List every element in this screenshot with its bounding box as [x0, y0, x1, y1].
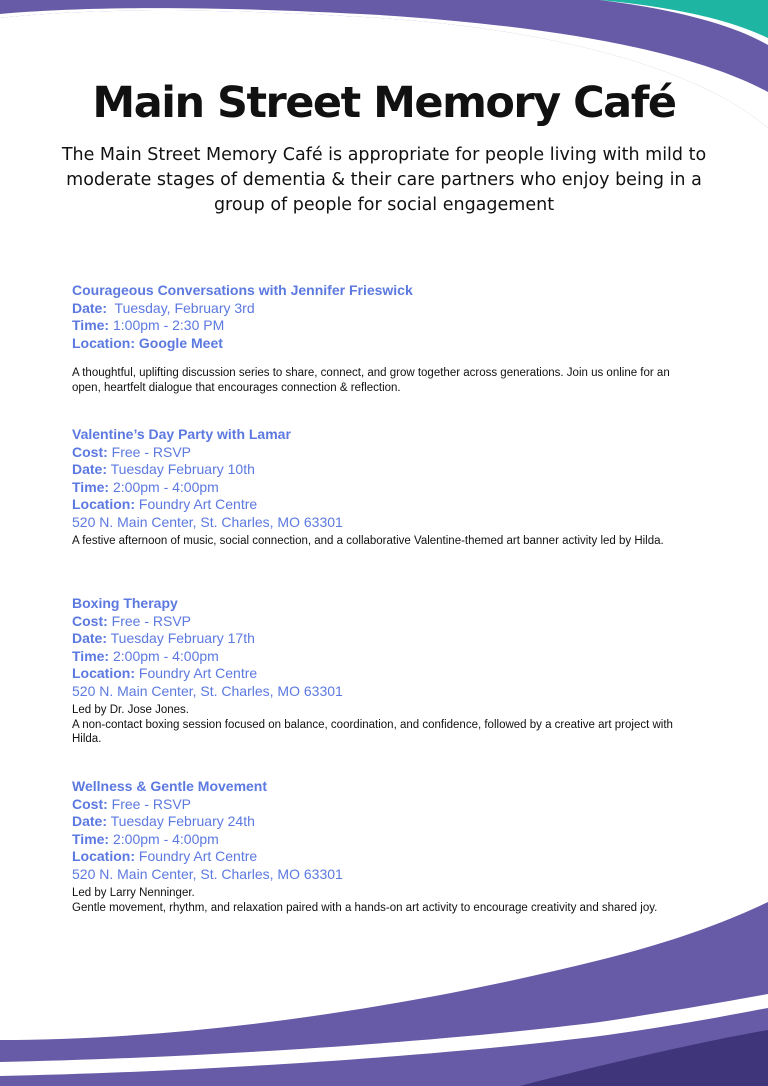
event-boxing-therapy	[72, 595, 692, 747]
time-value: 2:00pm - 4:00pm	[109, 830, 219, 847]
event-description	[72, 703, 692, 747]
event-description: A thoughtful, uplifting discussion series to share, connect, and grow together across generations. Join us online for an open, heartfelt dialogue that encourages connection & reflection.	[72, 367, 670, 394]
event-title: Valentine’s Day Party with Lamar	[72, 426, 291, 442]
event-location	[72, 335, 692, 353]
event-leader: Led by Dr. Jose Jones.	[72, 704, 189, 716]
cost-value: Free - RSVP	[107, 612, 192, 629]
location-value: Foundry Art Centre	[135, 665, 258, 681]
page-title: Main Street Memory Café	[92, 78, 676, 128]
cost-value: Free - RSVP	[107, 443, 192, 460]
event-time	[72, 317, 692, 335]
time-value: 2:00pm - 4:00pm	[109, 478, 219, 495]
time-label: Time:	[72, 317, 110, 333]
location-value: Foundry Art Centre	[135, 848, 258, 864]
date-value: Tuesday February 17th	[107, 630, 255, 646]
event-time	[72, 648, 692, 666]
time-label: Time:	[72, 830, 110, 847]
event-description-text: A non-contact boxing session focused on balance, coordination, and confidence, followed by a creative art project with Hilda.	[72, 718, 673, 745]
event-time	[72, 831, 692, 849]
event-address: 520 N. Main Center, St. Charles, MO 63301	[72, 865, 343, 882]
date-value: Tuesday February 10th	[107, 461, 255, 477]
event-date	[72, 630, 692, 648]
event-date	[72, 813, 692, 831]
event-cost	[72, 444, 692, 462]
date-value: Tuesday February 24th	[107, 813, 255, 829]
cost-label: Cost:	[72, 612, 108, 629]
event-title: Boxing Therapy	[72, 595, 178, 611]
time-label: Time:	[72, 478, 110, 495]
event-location	[72, 665, 692, 683]
event-address: 520 N. Main Center, St. Charles, MO 63301	[72, 682, 343, 699]
event-location	[72, 848, 692, 866]
event-title: Wellness & Gentle Movement	[72, 778, 268, 794]
cost-value: Free - RSVP	[107, 795, 192, 812]
location-label: Location: Google Meet	[72, 334, 223, 351]
event-cost	[72, 613, 692, 631]
event-title: Courageous Conversations with Jennifer Frieswick	[72, 282, 413, 298]
event-date	[72, 461, 692, 479]
date-value: Tuesday, February 3rd	[107, 299, 255, 316]
event-address: 520 N. Main Center, St. Charles, MO 63301	[72, 513, 343, 530]
time-label: Time:	[72, 647, 110, 664]
cost-label: Cost:	[72, 443, 108, 460]
time-value: 1:00pm - 2:30 PM	[109, 317, 225, 333]
event-location	[72, 496, 692, 514]
location-value: Foundry Art Centre	[135, 496, 258, 512]
event-courageous-conversations	[72, 282, 692, 395]
page-subtitle: The Main Street Memory Café is appropriate for people living with mild to moderate stages of dementia & their care partners who enjoy being in a group of people for social engagement	[61, 145, 707, 215]
event-valentines-party	[72, 426, 692, 549]
date-label: Date:	[72, 813, 108, 829]
date-label: Date:	[72, 630, 108, 646]
event-description: A festive afternoon of music, social connection, and a collaborative Valentine-themed art banner activity led by Hilda.	[72, 535, 664, 547]
cost-label: Cost:	[72, 795, 108, 812]
time-value: 2:00pm - 4:00pm	[109, 647, 219, 664]
event-date	[72, 300, 692, 318]
event-description	[72, 886, 692, 915]
event-cost	[72, 796, 692, 814]
location-label: Location:	[72, 496, 135, 512]
date-label: Date:	[72, 461, 108, 477]
event-wellness-gentle-movement	[72, 778, 692, 915]
location-label: Location:	[72, 848, 135, 864]
location-label: Location:	[72, 665, 135, 681]
event-leader: Led by Larry Nenninger.	[72, 887, 195, 899]
event-description-text: Gentle movement, rhythm, and relaxation paired with a hands-on art activity to encourage creativity and shared joy.	[72, 901, 658, 914]
date-label: Date:	[72, 299, 108, 316]
event-time	[72, 479, 692, 497]
